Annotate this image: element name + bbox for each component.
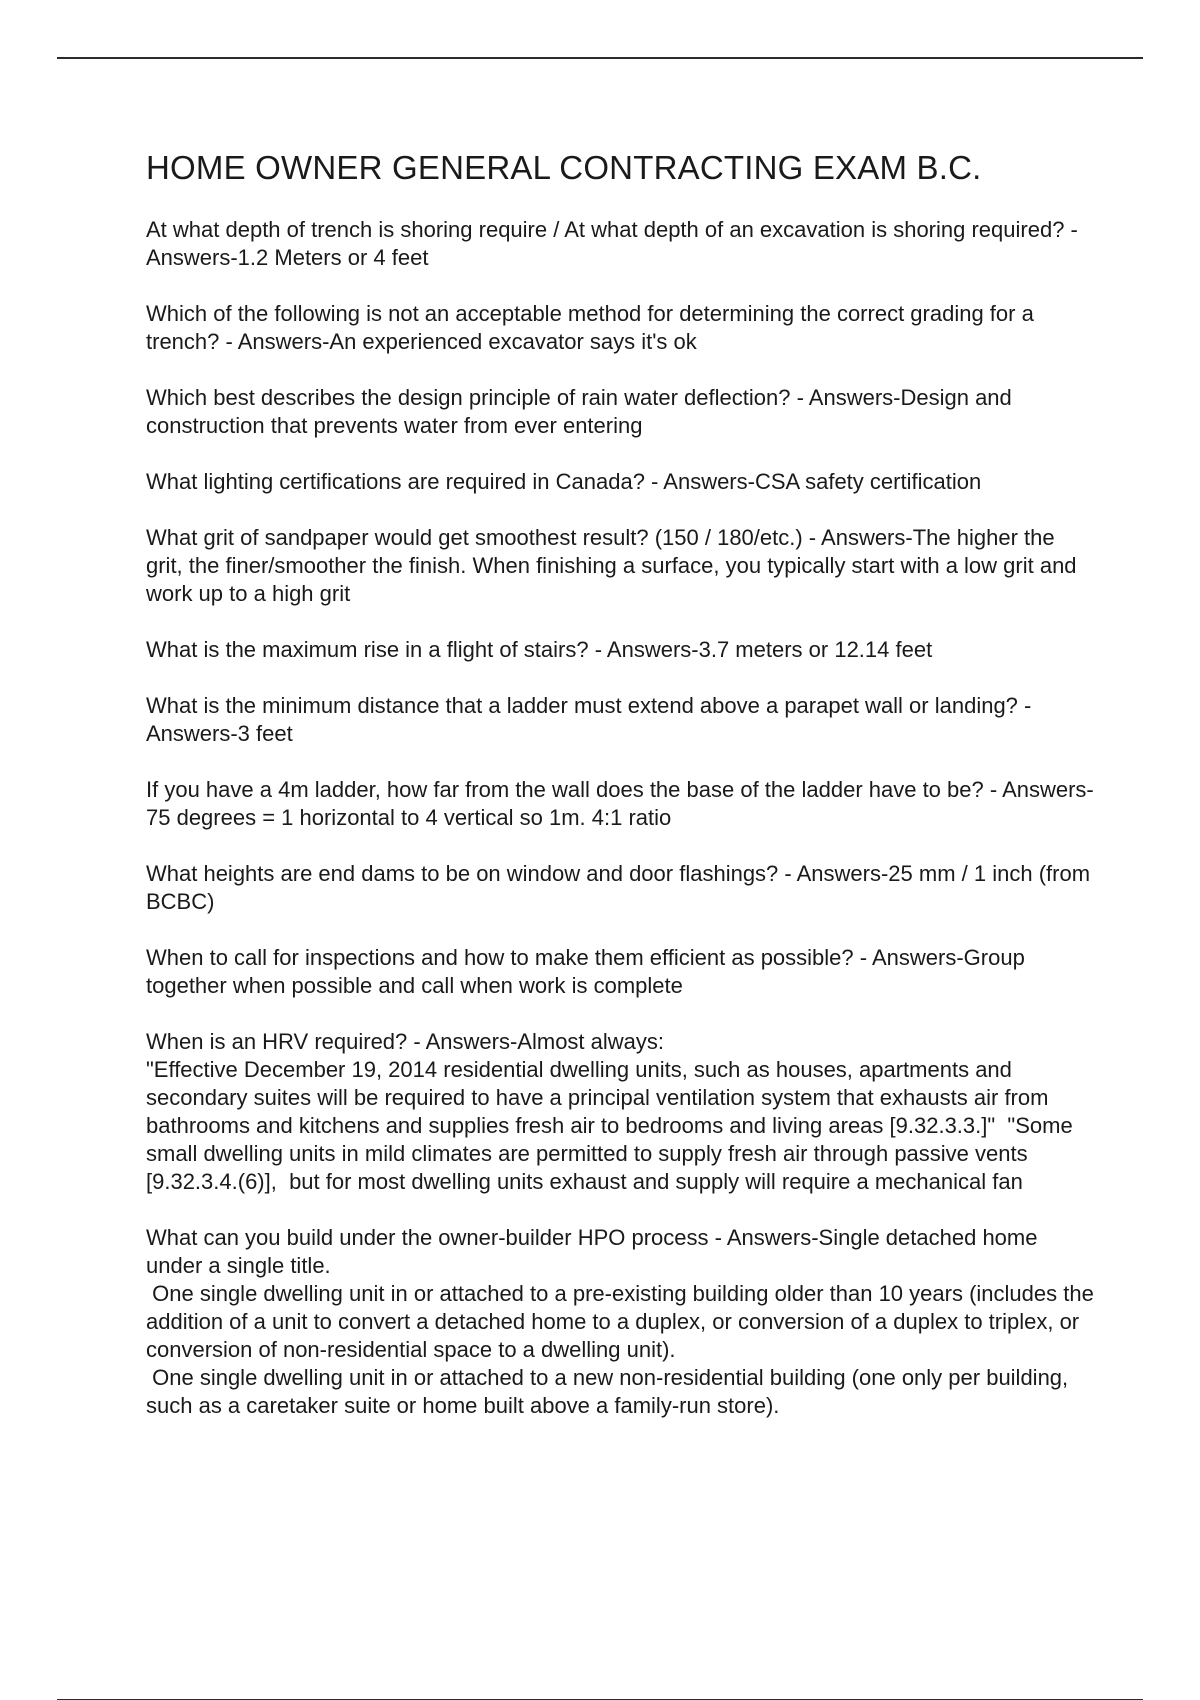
- qa-item: What lighting certifications are required in Canada? - Answers-CSA safety certification: [146, 469, 982, 494]
- qa-item: What grit of sandpaper would get smoothest result? (150 / 180/etc.) - Answers-The higher the grit, the finer/smoother the finish. When finishing a surface, you typically start with a low grit and work up to a high grit: [146, 525, 1083, 606]
- qa-item: When to call for inspections and how to make them efficient as possible? - Answers-Group together when possible and call when work is complete: [146, 945, 1031, 998]
- qa-item: If you have a 4m ladder, how far from the wall does the base of the ladder have to be? - Answers-75 degrees = 1 horizontal to 4 vertical so 1m. 4:1 ratio: [146, 777, 1094, 830]
- qa-item: What can you build under the owner-builder HPO process - Answers-Single detached home under a single title. One single dwelling unit in or attached to a pre-existing building older than 10 years (includes the addition of a unit to convert a detached home to a duplex, or conversion of a duplex to triplex, or conversion of non-residential space to a dwelling unit). One single dwelling unit in or attached to a new non-residential building (one only per building, such as a caretaker suite or home built above a family-run store).: [146, 1225, 1094, 1418]
- qa-item: At what depth of trench is shoring require / At what depth of an excavation is shoring required? - Answers-1.2 Meters or 4 feet: [146, 217, 1083, 270]
- page-title: HOME OWNER GENERAL CONTRACTING EXAM B.C.: [146, 149, 982, 186]
- qa-item: What is the minimum distance that a ladder must extend above a parapet wall or landing? - Answers-3 feet: [146, 693, 1037, 746]
- top-rule: [57, 57, 1143, 59]
- document-body: [146, 146, 1096, 1448]
- qa-item: When is an HRV required? - Answers-Almost always: "Effective December 19, 2014 residential dwelling units, such as houses, apartments and secondary suites will be required to have a principal ventilation system that exhausts air from bathrooms and kitchens and supplies fresh air to bedrooms and living areas [9.32.3.3.]" "Some small dwelling units in mild climates are permitted to supply fresh air through passive vents [9.32.3.4.(6)], but for most dwelling units exhaust and supply will require a mechanical fan: [146, 1029, 1073, 1194]
- qa-item: Which best describes the design principle of rain water deflection? - Answers-Design and construction that prevents water from ever entering: [146, 385, 1018, 438]
- qa-item: Which of the following is not an acceptable method for determining the correct grading for a trench? - Answers-An experienced excavator says it's ok: [146, 301, 1040, 354]
- qa-item: What is the maximum rise in a flight of stairs? - Answers-3.7 meters or 12.14 feet: [146, 637, 933, 662]
- qa-item: What heights are end dams to be on window and door flashings? - Answers-25 mm / 1 inch (from BCBC): [146, 861, 1097, 914]
